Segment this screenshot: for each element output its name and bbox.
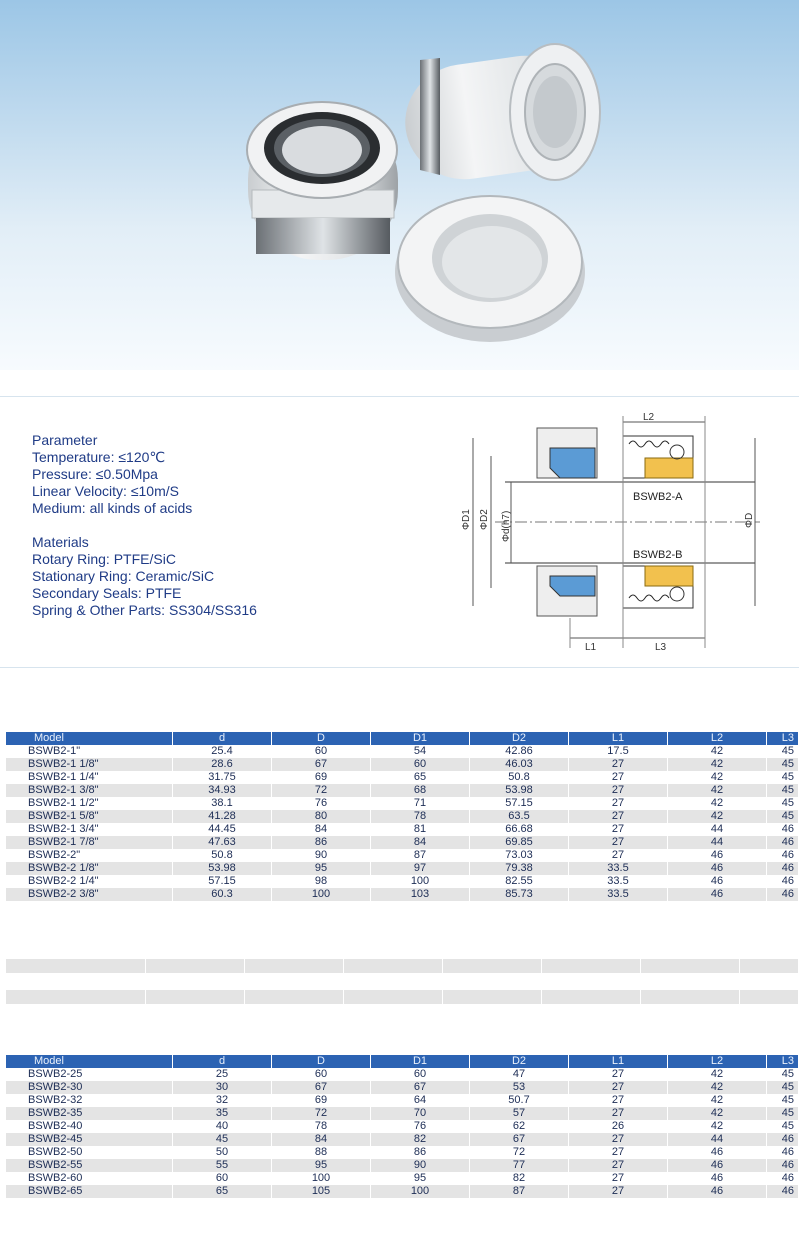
value-cell: 60 (371, 1068, 470, 1081)
value-cell: 87 (371, 849, 470, 862)
table-row (6, 1159, 799, 1172)
value-cell: 45 (173, 1133, 272, 1146)
value-cell: 46 (767, 1146, 799, 1159)
spring-spec: Spring & Other Parts: SS304/SS316 (32, 602, 257, 618)
value-cell: 27 (569, 784, 668, 797)
value-cell: 41.28 (173, 810, 272, 823)
value-cell: 95 (272, 862, 371, 875)
parameter-heading: Parameter (32, 432, 98, 448)
value-cell: 81 (371, 823, 470, 836)
value-cell: 69 (272, 771, 371, 784)
model-cell: BSWB2-1 3/4" (6, 823, 173, 836)
model-cell: BSWB2-2 1/4" (6, 875, 173, 888)
value-cell: 33.5 (569, 875, 668, 888)
materials-heading: Materials (32, 534, 89, 550)
value-cell: 47.63 (173, 836, 272, 849)
table-row (6, 875, 799, 888)
value-cell: 57.15 (470, 797, 569, 810)
table-row (6, 862, 799, 875)
dim-d-h7-label: Φd(h7) (501, 510, 512, 542)
value-cell: 46 (668, 1159, 767, 1172)
value-cell: 80 (272, 810, 371, 823)
value-cell: 46 (668, 1185, 767, 1198)
value-cell: 27 (569, 1081, 668, 1094)
secondary-seals-spec: Secondary Seals: PTFE (32, 585, 182, 601)
model-cell: BSWB2-32 (6, 1094, 173, 1107)
dim-l3-label: L3 (655, 642, 667, 653)
value-cell: 44 (668, 836, 767, 849)
value-cell: 33.5 (569, 862, 668, 875)
model-cell: BSWB2-1 3/8" (6, 784, 173, 797)
col-l3: L3 (767, 1055, 799, 1068)
value-cell: 42 (668, 810, 767, 823)
table-row (6, 1185, 799, 1198)
value-cell: 34.93 (173, 784, 272, 797)
table-row (6, 1107, 799, 1120)
value-cell: 45 (767, 771, 799, 784)
value-cell: 40 (173, 1120, 272, 1133)
table-row (6, 810, 799, 823)
value-cell: 105 (272, 1185, 371, 1198)
dim-l1-label: L1 (585, 642, 597, 653)
col-l3: L3 (767, 732, 799, 745)
value-cell: 46 (668, 888, 767, 901)
value-cell: 31.75 (173, 771, 272, 784)
value-cell: 46 (668, 1146, 767, 1159)
value-cell: 62 (470, 1120, 569, 1133)
divider-top (0, 396, 799, 397)
model-cell: BSWB2-40 (6, 1120, 173, 1133)
col-d: d (173, 732, 272, 745)
value-cell: 55 (173, 1159, 272, 1172)
value-cell: 45 (767, 810, 799, 823)
value-cell: 100 (272, 888, 371, 901)
value-cell: 72 (272, 1107, 371, 1120)
value-cell: 27 (569, 1146, 668, 1159)
col-d: d (173, 1055, 272, 1068)
value-cell: 27 (569, 823, 668, 836)
value-cell: 42 (668, 784, 767, 797)
value-cell: 46 (767, 1133, 799, 1146)
value-cell: 32 (173, 1094, 272, 1107)
value-cell: 100 (371, 875, 470, 888)
value-cell: 45 (767, 758, 799, 771)
value-cell: 27 (569, 836, 668, 849)
col-l1: L1 (569, 1055, 668, 1068)
variant-a-label: BSWB2-A (633, 491, 683, 503)
value-cell: 25.4 (173, 745, 272, 758)
value-cell: 27 (569, 797, 668, 810)
value-cell: 60 (272, 745, 371, 758)
value-cell: 45 (767, 797, 799, 810)
value-cell: 73.03 (470, 849, 569, 862)
value-cell: 57 (470, 1107, 569, 1120)
model-cell: BSWB2-1 7/8" (6, 836, 173, 849)
model-cell: BSWB2-1" (6, 745, 173, 758)
value-cell: 70 (371, 1107, 470, 1120)
value-cell: 60 (272, 1068, 371, 1081)
table-row (6, 784, 799, 797)
temperature-spec: Temperature: ≤120℃ (32, 449, 166, 465)
value-cell: 69.85 (470, 836, 569, 849)
value-cell: 90 (371, 1159, 470, 1172)
model-cell: BSWB2-50 (6, 1146, 173, 1159)
value-cell: 46 (767, 836, 799, 849)
value-cell: 60.3 (173, 888, 272, 901)
value-cell: 69 (272, 1094, 371, 1107)
technical-drawing (455, 408, 775, 663)
value-cell: 47 (470, 1068, 569, 1081)
value-cell: 100 (371, 1185, 470, 1198)
table-row (6, 1120, 799, 1133)
value-cell: 27 (569, 1107, 668, 1120)
model-cell: BSWB2-1 1/8" (6, 758, 173, 771)
col-d2: D2 (470, 1055, 569, 1068)
value-cell: 95 (272, 1159, 371, 1172)
value-cell: 42 (668, 1094, 767, 1107)
value-cell: 90 (272, 849, 371, 862)
table-row (6, 797, 799, 810)
model-cell: BSWB2-65 (6, 1185, 173, 1198)
value-cell: 42 (668, 758, 767, 771)
pressure-spec: Pressure: ≤0.50Mpa (32, 466, 158, 482)
value-cell: 85.73 (470, 888, 569, 901)
dim-d2-label: ΦD2 (479, 509, 490, 530)
value-cell: 65 (371, 771, 470, 784)
value-cell: 78 (272, 1120, 371, 1133)
inch-table-body (6, 745, 799, 901)
value-cell: 71 (371, 797, 470, 810)
value-cell: 42 (668, 797, 767, 810)
value-cell: 42 (668, 1068, 767, 1081)
inch-size-table (6, 732, 799, 901)
seal-unit-front (247, 102, 398, 260)
value-cell: 100 (272, 1172, 371, 1185)
value-cell: 38.1 (173, 797, 272, 810)
value-cell: 82 (371, 1133, 470, 1146)
value-cell: 27 (569, 1172, 668, 1185)
value-cell: 67 (371, 1081, 470, 1094)
value-cell: 46 (767, 1159, 799, 1172)
col-d2: D2 (470, 732, 569, 745)
metric-table-body (6, 1068, 799, 1198)
value-cell: 54 (371, 745, 470, 758)
value-cell: 45 (767, 784, 799, 797)
model-cell: BSWB2-1 5/8" (6, 810, 173, 823)
model-cell: BSWB2-1 1/4" (6, 771, 173, 784)
value-cell: 35 (173, 1107, 272, 1120)
value-cell: 27 (569, 758, 668, 771)
value-cell: 67 (272, 758, 371, 771)
value-cell: 44 (668, 1133, 767, 1146)
table-row (6, 758, 799, 771)
model-cell: BSWB2-2" (6, 849, 173, 862)
value-cell: 46 (668, 875, 767, 888)
value-cell: 60 (173, 1172, 272, 1185)
col-l1: L1 (569, 732, 668, 745)
value-cell: 67 (470, 1133, 569, 1146)
value-cell: 64 (371, 1094, 470, 1107)
value-cell: 84 (371, 836, 470, 849)
value-cell: 17.5 (569, 745, 668, 758)
value-cell: 46 (767, 849, 799, 862)
value-cell: 82.55 (470, 875, 569, 888)
value-cell: 53 (470, 1081, 569, 1094)
value-cell: 45 (767, 1081, 799, 1094)
value-cell: 77 (470, 1159, 569, 1172)
value-cell: 50.8 (470, 771, 569, 784)
stationary-ring-spec: Stationary Ring: Ceramic/SiC (32, 568, 215, 584)
value-cell: 97 (371, 862, 470, 875)
value-cell: 76 (272, 797, 371, 810)
value-cell: 27 (569, 1133, 668, 1146)
value-cell: 45 (767, 745, 799, 758)
product-photo (0, 0, 799, 370)
table-row (6, 1068, 799, 1081)
value-cell: 82 (470, 1172, 569, 1185)
value-cell: 68 (371, 784, 470, 797)
rotary-ring-spec: Rotary Ring: PTFE/SiC (32, 551, 176, 567)
value-cell: 46 (767, 1172, 799, 1185)
spec-text (32, 432, 412, 619)
value-cell: 46 (767, 862, 799, 875)
value-cell: 103 (371, 888, 470, 901)
value-cell: 46 (668, 849, 767, 862)
model-cell: BSWB2-30 (6, 1081, 173, 1094)
value-cell: 27 (569, 1094, 668, 1107)
value-cell: 27 (569, 1159, 668, 1172)
seal-illustration (0, 0, 799, 370)
model-cell: BSWB2-2 3/8" (6, 888, 173, 901)
value-cell: 42 (668, 1107, 767, 1120)
dim-d1-label: ΦD1 (461, 509, 472, 530)
model-cell: BSWB2-60 (6, 1172, 173, 1185)
value-cell: 53.98 (470, 784, 569, 797)
value-cell: 95 (371, 1172, 470, 1185)
col-outer-d: D (272, 1055, 371, 1068)
dim-l2-label: L2 (643, 412, 655, 423)
table-row (6, 888, 799, 901)
value-cell: 33.5 (569, 888, 668, 901)
model-cell: BSWB2-45 (6, 1133, 173, 1146)
model-cell: BSWB2-25 (6, 1068, 173, 1081)
model-cell: BSWB2-2 1/8" (6, 862, 173, 875)
table-row (6, 1094, 799, 1107)
table-row (6, 1133, 799, 1146)
value-cell: 78 (371, 810, 470, 823)
value-cell: 67 (272, 1081, 371, 1094)
value-cell: 50 (173, 1146, 272, 1159)
value-cell: 27 (569, 810, 668, 823)
value-cell: 79.38 (470, 862, 569, 875)
value-cell: 42 (668, 745, 767, 758)
value-cell: 84 (272, 1133, 371, 1146)
value-cell: 88 (272, 1146, 371, 1159)
model-cell: BSWB2-35 (6, 1107, 173, 1120)
col-model: Model (6, 732, 173, 745)
value-cell: 84 (272, 823, 371, 836)
col-d1: D1 (371, 732, 470, 745)
value-cell: 27 (569, 1068, 668, 1081)
table-row (6, 849, 799, 862)
value-cell: 57.15 (173, 875, 272, 888)
blank-row (6, 959, 799, 973)
table-row (6, 1146, 799, 1159)
value-cell: 42.86 (470, 745, 569, 758)
col-l2: L2 (668, 732, 767, 745)
value-cell: 44.45 (173, 823, 272, 836)
value-cell: 28.6 (173, 758, 272, 771)
model-cell: BSWB2-1 1/2" (6, 797, 173, 810)
divider-mid (0, 667, 799, 668)
value-cell: 87 (470, 1185, 569, 1198)
value-cell: 66.68 (470, 823, 569, 836)
value-cell: 25 (173, 1068, 272, 1081)
value-cell: 72 (470, 1146, 569, 1159)
col-outer-d: D (272, 732, 371, 745)
value-cell: 46 (767, 875, 799, 888)
value-cell: 45 (767, 1094, 799, 1107)
dim-outer-d-label: ΦD (744, 512, 755, 528)
table-row (6, 1172, 799, 1185)
stationary-ring (395, 196, 585, 342)
value-cell: 30 (173, 1081, 272, 1094)
value-cell: 45 (767, 1068, 799, 1081)
value-cell: 53.98 (173, 862, 272, 875)
value-cell: 65 (173, 1185, 272, 1198)
velocity-spec: Linear Velocity: ≤10m/S (32, 483, 179, 499)
value-cell: 46.03 (470, 758, 569, 771)
value-cell: 46 (767, 823, 799, 836)
value-cell: 46 (767, 1185, 799, 1198)
table-row (6, 836, 799, 849)
col-l2: L2 (668, 1055, 767, 1068)
value-cell: 63.5 (470, 810, 569, 823)
value-cell: 72 (272, 784, 371, 797)
value-cell: 45 (767, 1120, 799, 1133)
value-cell: 27 (569, 849, 668, 862)
value-cell: 42 (668, 1081, 767, 1094)
value-cell: 50.8 (173, 849, 272, 862)
value-cell: 46 (668, 862, 767, 875)
seal-unit-back (398, 44, 600, 187)
value-cell: 26 (569, 1120, 668, 1133)
value-cell: 50.7 (470, 1094, 569, 1107)
value-cell: 45 (767, 1107, 799, 1120)
value-cell: 86 (371, 1146, 470, 1159)
value-cell: 76 (371, 1120, 470, 1133)
blank-row (6, 990, 799, 1004)
value-cell: 46 (668, 1172, 767, 1185)
medium-spec: Medium: all kinds of acids (32, 500, 193, 516)
variant-b-label: BSWB2-B (633, 549, 683, 561)
value-cell: 27 (569, 771, 668, 784)
value-cell: 44 (668, 823, 767, 836)
col-model: Model (6, 1055, 173, 1068)
table-header-row (6, 732, 799, 745)
value-cell: 42 (668, 1120, 767, 1133)
metric-size-table (6, 1055, 799, 1198)
table-row (6, 823, 799, 836)
value-cell: 42 (668, 771, 767, 784)
value-cell: 86 (272, 836, 371, 849)
value-cell: 60 (371, 758, 470, 771)
table-header-row (6, 1055, 799, 1068)
model-cell: BSWB2-55 (6, 1159, 173, 1172)
table-row (6, 771, 799, 784)
table-row (6, 1081, 799, 1094)
value-cell: 46 (767, 888, 799, 901)
table-row (6, 745, 799, 758)
value-cell: 27 (569, 1185, 668, 1198)
value-cell: 98 (272, 875, 371, 888)
col-d1: D1 (371, 1055, 470, 1068)
